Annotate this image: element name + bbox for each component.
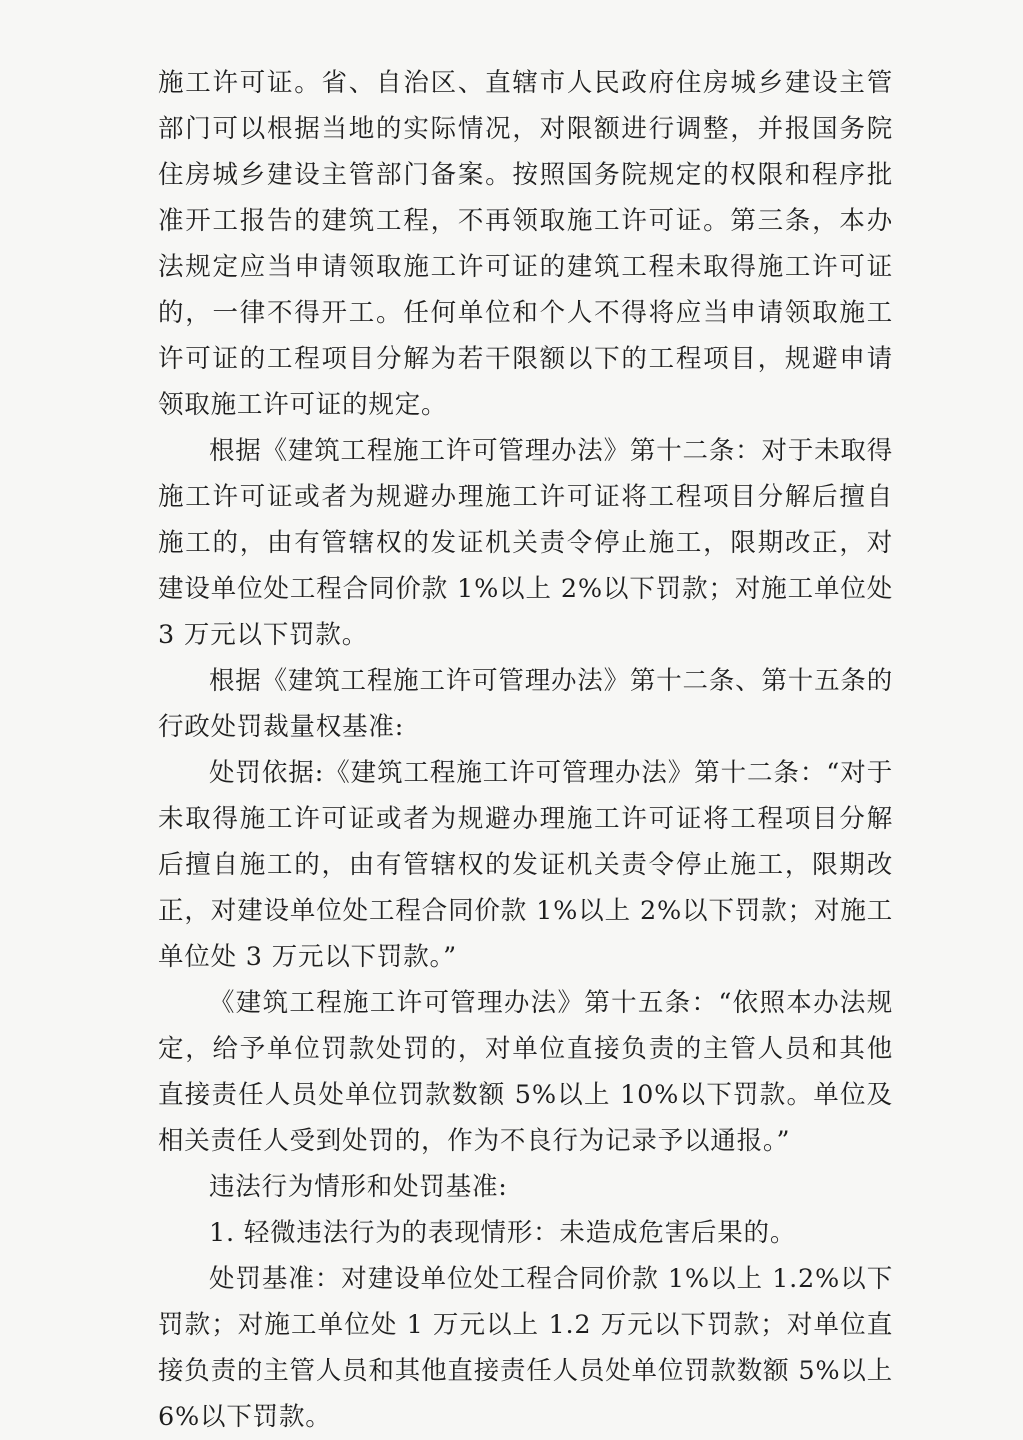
paragraph-penalty-standard: 处罚基准：对建设单位处工程合同价款 1%以上 1.2%以下罚款；对施工单位处 1 万元以上 1.2 万元以下罚款；对单位直接负责的主管人员和其他直接责任人员处单位罚款数额 5%以上 6%以下罚款。 [158, 1264, 893, 1432]
paragraph-construction-permit-rules: 施工许可证。省、自治区、直辖市人民政府住房城乡建设主管部门可以根据当地的实际情况，对限额进行调整，并报国务院住房城乡建设主管部门备案。按照国务院规定的权限和程序批准开工报告的建筑工程，不再领取施工许可证。第三条，本办法规定应当申请领取施工许可证的建筑工程未取得施工许可证的，一律不得开工。任何单位和个人不得将应当申请领取施工许可证的工程项目分解为若干限额以下的工程项目，规避申请领取施工许可证的规定。 [158, 68, 893, 420]
paragraph-article-15: 《建筑工程施工许可管理办法》第十五条：“依照本办法规定，给予单位罚款处罚的，对单位直接负责的主管人员和其他直接责任人员处单位罚款数额 5%以上 10%以下罚款。单位及相关责任人受到处罚的，作为不良行为记录予以通报。” [158, 988, 893, 1156]
paragraph-minor-violation: 1. 轻微违法行为的表现情形：未造成危害后果的。 [209, 1218, 797, 1248]
paragraph-penalty-basis: 处罚依据:《建筑工程施工许可管理办法》第十二条：“对于未取得施工许可证或者为规避办理施工许可证将工程项目分解后擅自施工的，由有管辖权的发证机关责令停止施工，限期改正，对建设单位处工程合同价款 1%以上 2%以下罚款；对施工单位处 3 万元以下罚款。” [158, 758, 893, 972]
paragraph-article-12: 根据《建筑工程施工许可管理办法》第十二条：对于未取得施工许可证或者为规避办理施工许可证将工程项目分解后擅自施工的，由有管辖权的发证机关责令停止施工，限期改正，对建设单位处工程合同价款 1%以上 2%以下罚款；对施工单位处 3 万元以下罚款。 [158, 436, 893, 650]
paragraph-violation-heading: 违法行为情形和处罚基准: [209, 1172, 508, 1202]
document-body [158, 60, 893, 1440]
paragraph-discretion-standard: 根据《建筑工程施工许可管理办法》第十二条、第十五条的行政处罚裁量权基准: [158, 666, 893, 742]
